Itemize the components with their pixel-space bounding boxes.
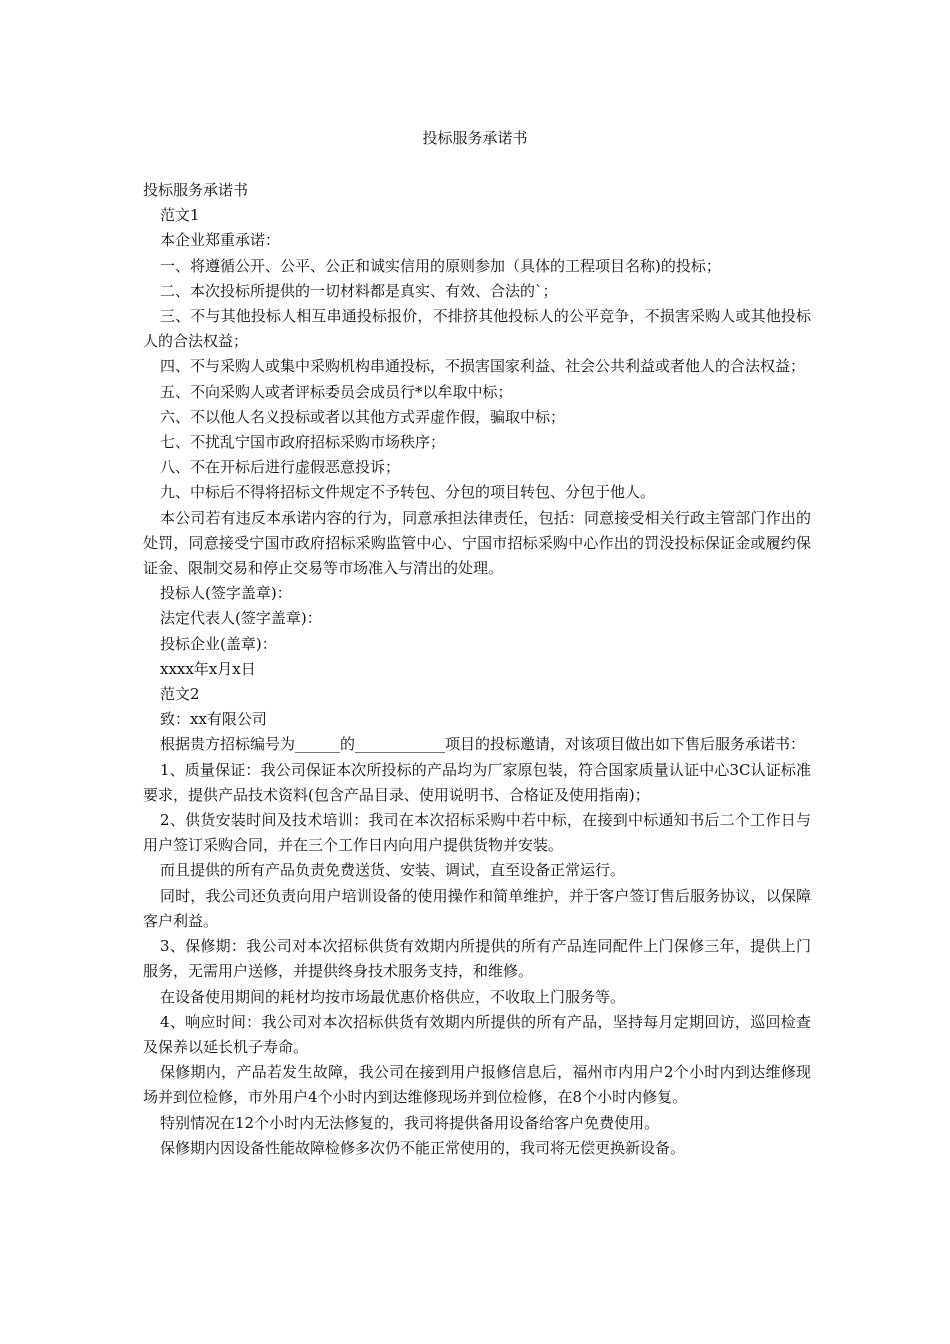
paragraph: 投标服务承诺书 <box>143 181 249 199</box>
document-title: 投标服务承诺书 <box>422 129 528 147</box>
paragraph: 六、不以他人名义投标或者以其他方式弄虚作假，骗取中标； <box>160 407 566 426</box>
paragraph: 4、响应时间：我公司对本次招标供货有效期内所提供的所有产品，坚持每月定期回访，巡回检查及保养以延长机子寿命。 <box>143 1012 811 1056</box>
paragraph: 同时，我公司还负责向用户培训设备的使用操作和简单维护，并于客户签订售后服务协议，以保障客户利益。 <box>143 886 811 930</box>
paragraph: 特别情况在12个小时内无法修复的，我司将提供备用设备给客户免费使用。 <box>160 1113 660 1132</box>
paragraph: 范文2 <box>160 685 200 704</box>
paragraph: xxxx年x月x日 <box>160 659 256 678</box>
paragraph: 五、不向采购人或者评标委员会成员行*以牟取中标； <box>160 382 513 401</box>
paragraph: 本企业郑重承诺： <box>160 231 281 250</box>
paragraph: 在设备使用期间的耗材均按市场最优惠价格供应，不收取上门服务等。 <box>160 987 626 1006</box>
paragraph: 七、不扰乱宁国市政府招标采购市场秩序； <box>160 433 446 452</box>
paragraph: 1、质量保证：我公司保证本次所投标的产品均为厂家原包装，符合国家质量认证中心3C认证标准要求，提供产品技术资料(包含产品目录、使用说明书、合格证及使用指南)； <box>143 760 811 804</box>
paragraph: 范文1 <box>160 206 200 225</box>
paragraph: 而且提供的所有产品负责免费送货、安装、调试，直至设备正常运行。 <box>160 861 626 880</box>
paragraph: 法定代表人(签字盖章)： <box>160 609 322 628</box>
paragraph: 致：xx有限公司 <box>160 710 267 729</box>
paragraph: 保修期内，产品若发生故障，我公司在接到用户报修信息后，福州市内用户2个小时内到达维修现场并到位检修，市外用户4个小时内到达维修现场并到位检修，在8个小时内修复。 <box>143 1063 811 1107</box>
paragraph: 八、不在开标后进行虚假恶意投诉； <box>160 458 401 477</box>
paragraph: 根据贵方招标编号为______的____________项目的投标邀请，对该项目做出如下售后服务承诺书： <box>160 735 806 754</box>
paragraph: 本公司若有违反本承诺内容的行为，同意承担法律责任，包括：同意接受相关行政主管部门作出的处罚，同意接受宁国市政府招标采购监管中心、宁国市招标采购中心作出的罚没投标保证金或履约保证金、限制交易和停止交易等市场准入与清出的处理。 <box>143 508 811 578</box>
paragraph: 四、不与采购人或集中采购机构串通投标，不损害国家利益、社会公共利益或者他人的合法权益； <box>160 357 806 376</box>
paragraph: 投标企业(盖章)： <box>160 634 277 653</box>
paragraph: 一、将遵循公开、公平、公正和诚实信用的原则参加（具体的工程项目名称)的投标； <box>160 256 721 275</box>
paragraph: 二、本次投标所提供的一切材料都是真实、有效、合法的`； <box>160 281 558 300</box>
paragraph: 三、不与其他投标人相互串通投标报价，不排挤其他投标人的公平竞争，不损害采购人或其他投标人的合法权益； <box>143 307 811 351</box>
paragraph: 2、供货安装时间及技术培训：我司在本次招标采购中若中标，在接到中标通知书后二个工作日与用户签订采购合同，并在三个工作日内向用户提供货物并安装。 <box>143 811 811 855</box>
document-body <box>143 178 811 1161</box>
paragraph: 投标人(签字盖章)： <box>160 584 292 603</box>
paragraph: 3、保修期：我公司对本次招标供货有效期内所提供的所有产品连同配件上门保修三年，提供上门服务，无需用户送修，并提供终身技术服务支持，和维修。 <box>143 937 811 981</box>
paragraph: 保修期内因设备性能故障检修多次仍不能正常使用的，我司将无偿更换新设备。 <box>160 1138 686 1157</box>
paragraph: 九、中标后不得将招标文件规定不予转包、分包的项目转包、分包于他人。 <box>160 483 656 502</box>
